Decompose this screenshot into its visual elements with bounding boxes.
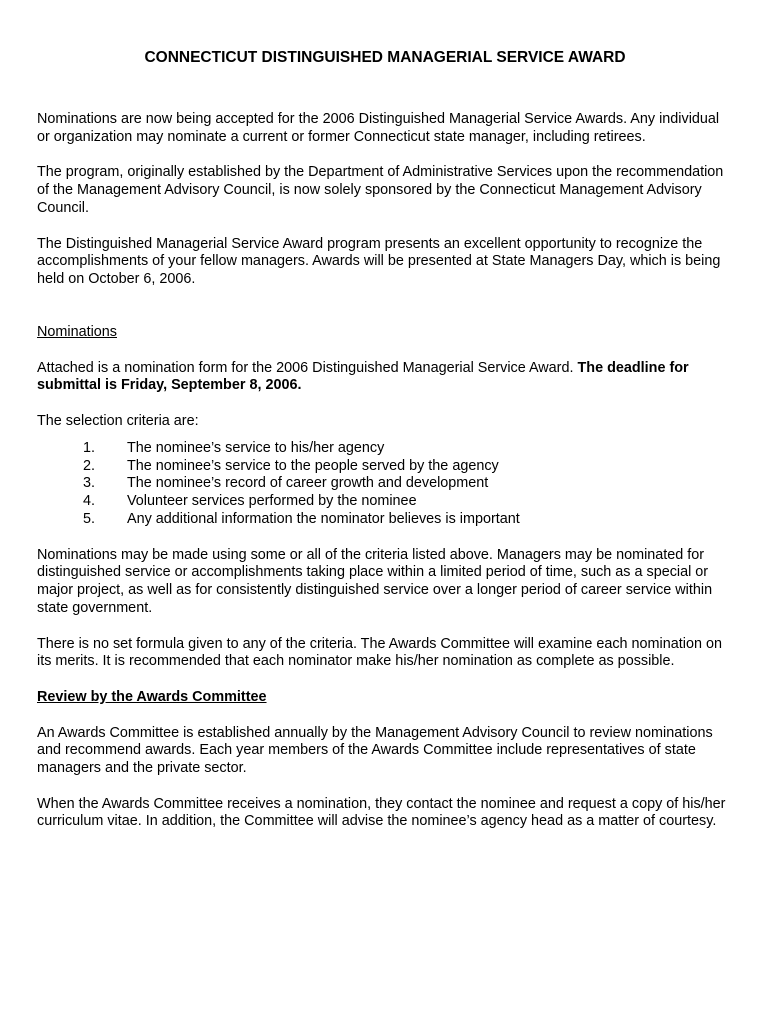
criteria-item <box>37 440 730 458</box>
intro-paragraph-2: The program, originally established by the Department of Administrative Services upon the recommendation of the Management Advisory Council, is now solely sponsored by the Connecticut Management Advisory Council. <box>37 164 724 216</box>
criteria-text: Volunteer services performed by the nominee <box>127 493 417 510</box>
nominations-paragraph-1: Nominations may be made using some or all of the criteria listed above. Managers may be nominated for distinguished service or accomplishments taking place within a limited period of time, such as a special or major project, as well as for consistently distinguished service over a longer period of career service within state government. <box>37 546 713 616</box>
criteria-text: Any additional information the nominator believes is important <box>127 510 520 527</box>
criteria-number: 4. <box>82 493 95 510</box>
criteria-number: 2. <box>82 457 95 474</box>
criteria-text: The nominee’s record of career growth and development <box>127 475 489 492</box>
nomination-form-paragraph <box>37 360 730 396</box>
criteria-number: 3. <box>82 475 95 492</box>
criteria-intro: The selection criteria are: <box>37 412 199 429</box>
criteria-text: The nominee’s service to the people served by the agency <box>127 457 499 474</box>
review-heading: Review by the Awards Committee <box>37 688 267 705</box>
review-paragraph-1: An Awards Committee is established annually by the Management Advisory Council to review nominations and recommend awards. Each year members of the Awards Committee include representatives of state managers and the private sector. <box>37 724 713 777</box>
review-paragraph-2: When the Awards Committee receives a nomination, they contact the nominee and request a copy of his/her curriculum vitae. In addition, the Committee will advise the nominee’s agency head as a matter of courtesy. <box>37 795 726 830</box>
deadline-text: The deadline for submittal is Friday, September 8, 2006. <box>37 359 689 394</box>
criteria-item <box>37 493 730 511</box>
criteria-number: 5. <box>82 510 95 527</box>
intro-paragraph-3: The Distinguished Managerial Service Award program presents an excellent opportunity to recognize the accomplishments of your fellow managers. Awards will be presented at State Managers Day, which is being held on October 6, 2006. <box>37 235 721 288</box>
criteria-number: 1. <box>82 439 95 456</box>
document-title: CONNECTICUT DISTINGUISHED MANAGERIAL SERVICE AWARD <box>144 49 626 66</box>
selection-criteria-list <box>37 440 730 529</box>
criteria-item <box>37 511 730 529</box>
criteria-item <box>37 458 730 476</box>
intro-paragraph-1: Nominations are now being accepted for the 2006 Distinguished Managerial Service Awards. Any individual or organization may nominate a current or former Connecticut state manager, including retirees. <box>37 111 720 145</box>
criteria-text: The nominee’s service to his/her agency <box>127 439 385 456</box>
criteria-item <box>37 475 730 493</box>
nominations-paragraph-2: There is no set formula given to any of the criteria. The Awards Committee will examine each nomination on its merits. It is recommended that each nominator make his/her nomination as complete as possible. <box>37 635 722 670</box>
nominations-heading: Nominations <box>37 323 117 340</box>
nomination-form-text: Attached is a nomination form for the 2006 Distinguished Managerial Service Award. <box>37 359 578 376</box>
section-spacer <box>37 289 730 324</box>
